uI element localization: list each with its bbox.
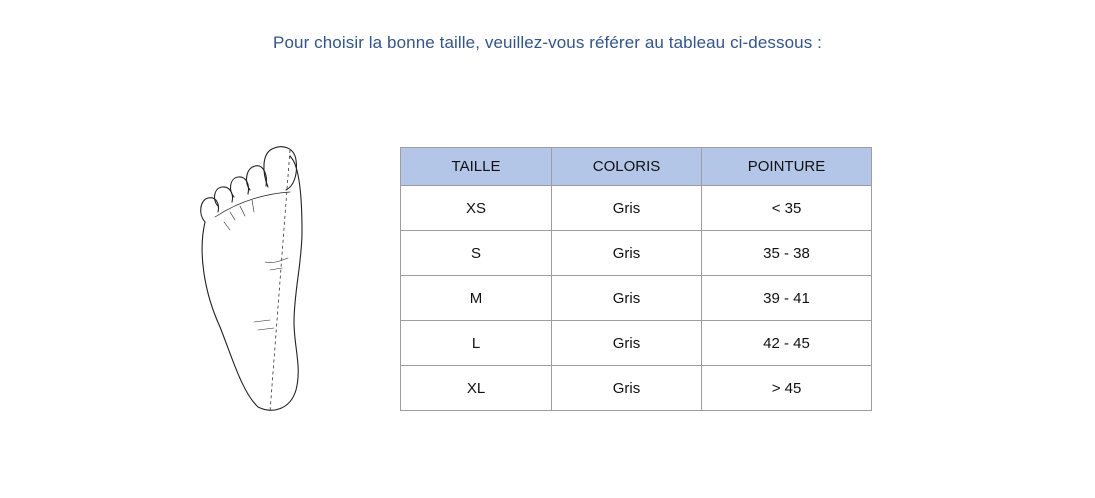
cell-taille: M <box>401 276 552 321</box>
table-row <box>401 366 872 411</box>
cell-taille: XL <box>401 366 552 411</box>
header-coloris: COLORIS <box>552 148 702 186</box>
cell-pointure: 35 - 38 <box>702 231 872 276</box>
cell-pointure: > 45 <box>702 366 872 411</box>
cell-coloris: Gris <box>552 366 702 411</box>
table-row <box>401 276 872 321</box>
page-heading: Pour choisir la bonne taille, veuillez-vous référer au tableau ci-dessous : <box>273 33 822 52</box>
table-row <box>401 186 872 231</box>
cell-pointure: 42 - 45 <box>702 321 872 366</box>
header-pointure: POINTURE <box>702 148 872 186</box>
cell-pointure: 39 - 41 <box>702 276 872 321</box>
cell-pointure: < 35 <box>702 186 872 231</box>
header-taille: TAILLE <box>401 148 552 186</box>
table-row <box>401 321 872 366</box>
foot-sole-icon <box>190 142 320 417</box>
cell-taille: S <box>401 231 552 276</box>
cell-coloris: Gris <box>552 231 702 276</box>
cell-coloris: Gris <box>552 276 702 321</box>
cell-coloris: Gris <box>552 321 702 366</box>
size-chart-table <box>400 147 872 411</box>
cell-taille: L <box>401 321 552 366</box>
table-row <box>401 231 872 276</box>
cell-taille: XS <box>401 186 552 231</box>
table-header-row <box>401 148 872 186</box>
cell-coloris: Gris <box>552 186 702 231</box>
